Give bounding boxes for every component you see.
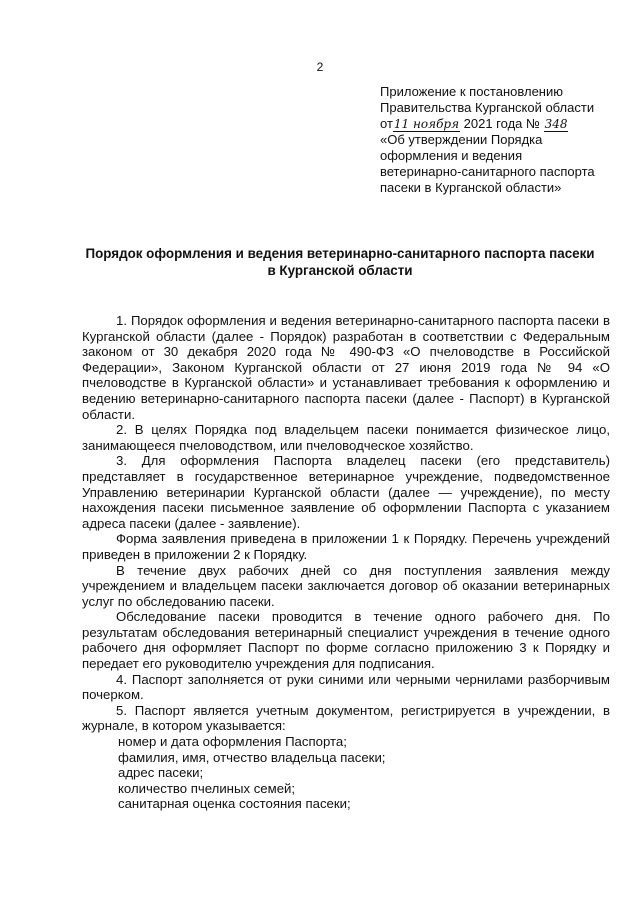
handwritten-number: 348 [544,117,568,131]
list-item: номер и дата оформления Паспорта; [118,734,347,750]
page-number: 2 [316,60,324,74]
list-item: адрес пасеки; [118,765,204,781]
paragraph-4: Форма заявления приведена в приложении 1 к Порядку. Перечень учреждений приведен в приложении 2 к Порядку. [82,531,610,562]
appendix-line-5: оформления и ведения [380,148,523,163]
document-title-line-2: в Курганской области [267,263,413,278]
document-title [60,245,620,279]
paragraph-1: 1. Порядок оформления и ведения ветеринарно-санитарного паспорта пасеки в Курганской области (далее - Порядок) разработан в соответствии с Федеральным законом от 30 декабря 2020 года № 490-ФЗ «О пчеловодстве в Российской Федерации», Законом Курганской области от 27 июня 2019 года № 94 «О пчеловодстве в Курганской области» и устанавливает требования к оформлению и ведению ветеринарно-санитарного паспорта пасеки (далее - Паспорт) в Курганской области. [82,313,610,422]
appendix-header [380,84,620,196]
appendix-line-2: Правительства Курганской области [380,100,595,115]
appendix-line-6: ветеринарно-санитарного паспорта [380,164,595,179]
paragraph-2: 2. В целях Порядка под владельцем пасеки понимается физическое лицо, занимающееся пчеловодством, или пчеловодческое хозяйство. [82,422,610,453]
paragraph-8: 5. Паспорт является учетным документом, регистрируется в учреждении, в журнале, в котором указывается: [82,702,610,734]
list-item: санитарная оценка состояния пасеки; [118,796,351,812]
appendix-date-prefix: от [380,116,393,131]
paragraph-7: 4. Паспорт заполняется от руки синими или черными чернилами разборчивым почерком. [82,671,610,703]
document-body [82,313,610,812]
appendix-line-4: «Об утверждении Порядка [380,132,543,147]
paragraph-5: В течение двух рабочих дней со дня поступления заявления между учреждением и владельцем пасеки заключается договор об оказании ветеринарных услуг по обследованию пасеки. [82,562,610,609]
list-item: количество пчелиных семей; [118,780,296,796]
list-item: фамилия, имя, отчество владельца пасеки; [118,749,386,765]
handwritten-date: 11 ноября [393,117,460,131]
appendix-line-3 [380,116,620,132]
appendix-line-1: Приложение к постановлению [380,84,563,99]
appendix-line-7: пасеки в Курганской области» [380,180,562,195]
paragraph-6: Обследование пасеки проводится в течение одного рабочего дня. По результатам обследования ветеринарный специалист учреждения в течение одного рабочего дня оформляет Паспорт по форме согласно приложению 3 к Порядку и передает его руководителю учреждения для подписания. [82,609,610,672]
paragraph-3: 3. Для оформления Паспорта владелец пасеки (его представитель) представляет в государственное ветеринарное учреждение, подведомственное Управлению ветеринарии Курганской области (далее — учреждение), по месту нахождения пасеки письменное заявление об оформлении Паспорта с указанием адреса пасеки (далее - заявление). [82,453,610,531]
document-title-line-1: Порядок оформления и ведения ветеринарно-санитарного паспорта пасеки [85,246,595,261]
appendix-date-year: 2021 года № [463,116,540,131]
